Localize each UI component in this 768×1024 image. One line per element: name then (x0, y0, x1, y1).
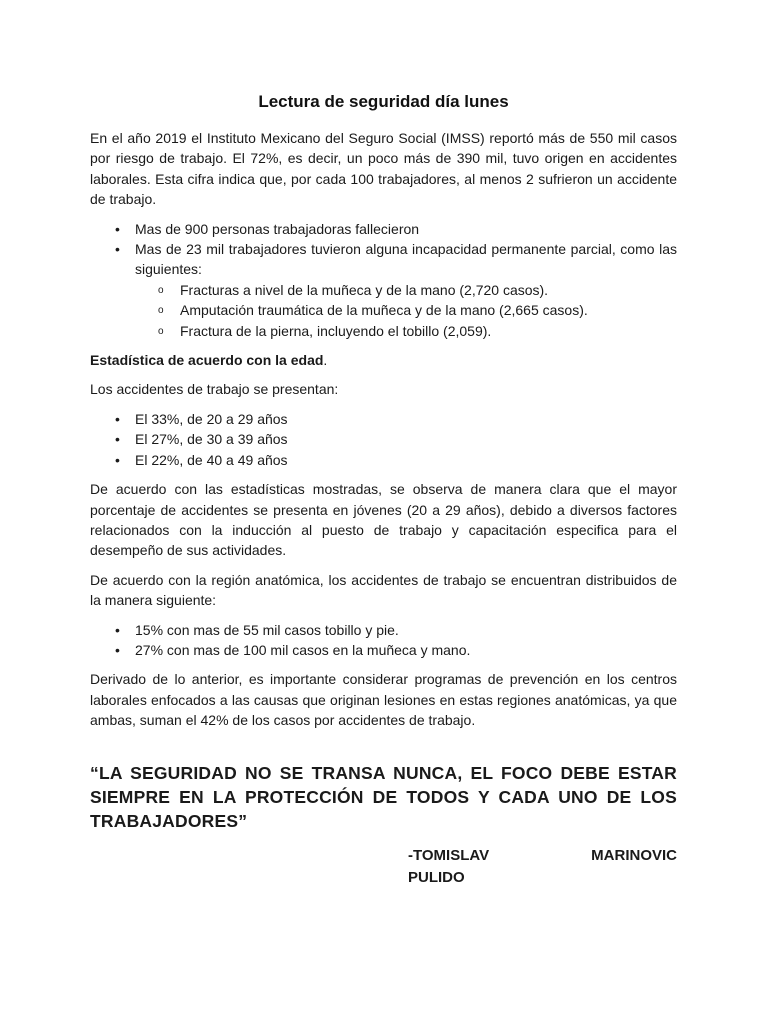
author-first-name: -TOMISLAV (408, 846, 490, 864)
list-item-text: Mas de 900 personas trabajadoras fallecieron (135, 220, 420, 237)
sublist-item: o Amputación traumática de la muñeca y de la mano (2,665 casos). (135, 300, 677, 320)
safety-quote: “LA SEGURIDAD NO SE TRANSA NUNCA, EL FOCO DEBE ESTAR SIEMPRE EN LA PROTECCIÓN DE TODOS Y CADA UNO DE LOS TRABAJADORES” (90, 762, 677, 831)
age-heading-period: . (323, 352, 328, 369)
age-intro: Los accidentes de trabajo se presentan: (90, 381, 339, 398)
conclusion-paragraph: Derivado de lo anterior, es importante considerar programas de prevención en los centros laborales enfocados a las causas que originan lesiones en estas regiones anatómicas, ya que ambas, suman el 42% de los casos por accidentes de trabajo. (90, 671, 677, 729)
author-second-surname: PULIDO (408, 868, 465, 886)
age-conclusion-paragraph: De acuerdo con las estadísticas mostradas, se observa de manera clara que el mayor porcentaje de accidentes se presenta en jóvenes (20 a 29 años), debido a diversos factores relacionados con la inducción al puesto de trabajo y capacitación especifica para el desempeño de sus actividades. (90, 481, 677, 559)
document-body (90, 92, 677, 889)
list-item (90, 219, 677, 239)
sublist-item: o Fracturas a nivel de la muñeca y de la mano (2,720 casos). (135, 280, 677, 300)
age-heading-text: Estadística de acuerdo con la edad (90, 352, 324, 369)
list-item: • El 22%, de 40 a 49 años (90, 450, 677, 470)
age-section-heading (90, 350, 677, 370)
list-item: • 15% con mas de 55 mil casos tobillo y pie. (90, 620, 677, 640)
list-item: • 27% con mas de 100 mil casos en la muñeca y mano. (90, 640, 677, 660)
age-list (90, 409, 677, 470)
list-item (90, 239, 677, 341)
fatality-list (90, 219, 677, 341)
list-item: • El 27%, de 30 a 39 años (90, 429, 677, 449)
region-list (90, 620, 677, 661)
list-item: • El 33%, de 20 a 29 años (90, 409, 677, 429)
region-intro-paragraph: De acuerdo con la región anatómica, los accidentes de trabajo se encuentran distribuidos de la manera siguiente: (90, 571, 677, 609)
list-item-text: Mas de 23 mil trabajadores tuvieron alguna incapacidad permanente parcial, como las siguientes: (135, 241, 677, 278)
injury-sublist (135, 280, 677, 341)
intro-paragraph: En el año 2019 el Instituto Mexicano del Seguro Social (IMSS) reportó más de 550 mil casos por riesgo de trabajo. El 72%, es decir, un poco más de 390 mil, tuvo origen en accidentes laborales. Esta cifra indica que, por cada 100 trabajadores, al menos 2 sufrieron un accidente de trabajo. (90, 130, 677, 208)
sublist-item: o Fractura de la pierna, incluyendo el tobillo (2,059). (135, 321, 677, 341)
page-title: Lectura de seguridad día lunes (258, 92, 509, 111)
author-last-name: MARINOVIC (591, 846, 677, 864)
quote-author (408, 845, 677, 889)
